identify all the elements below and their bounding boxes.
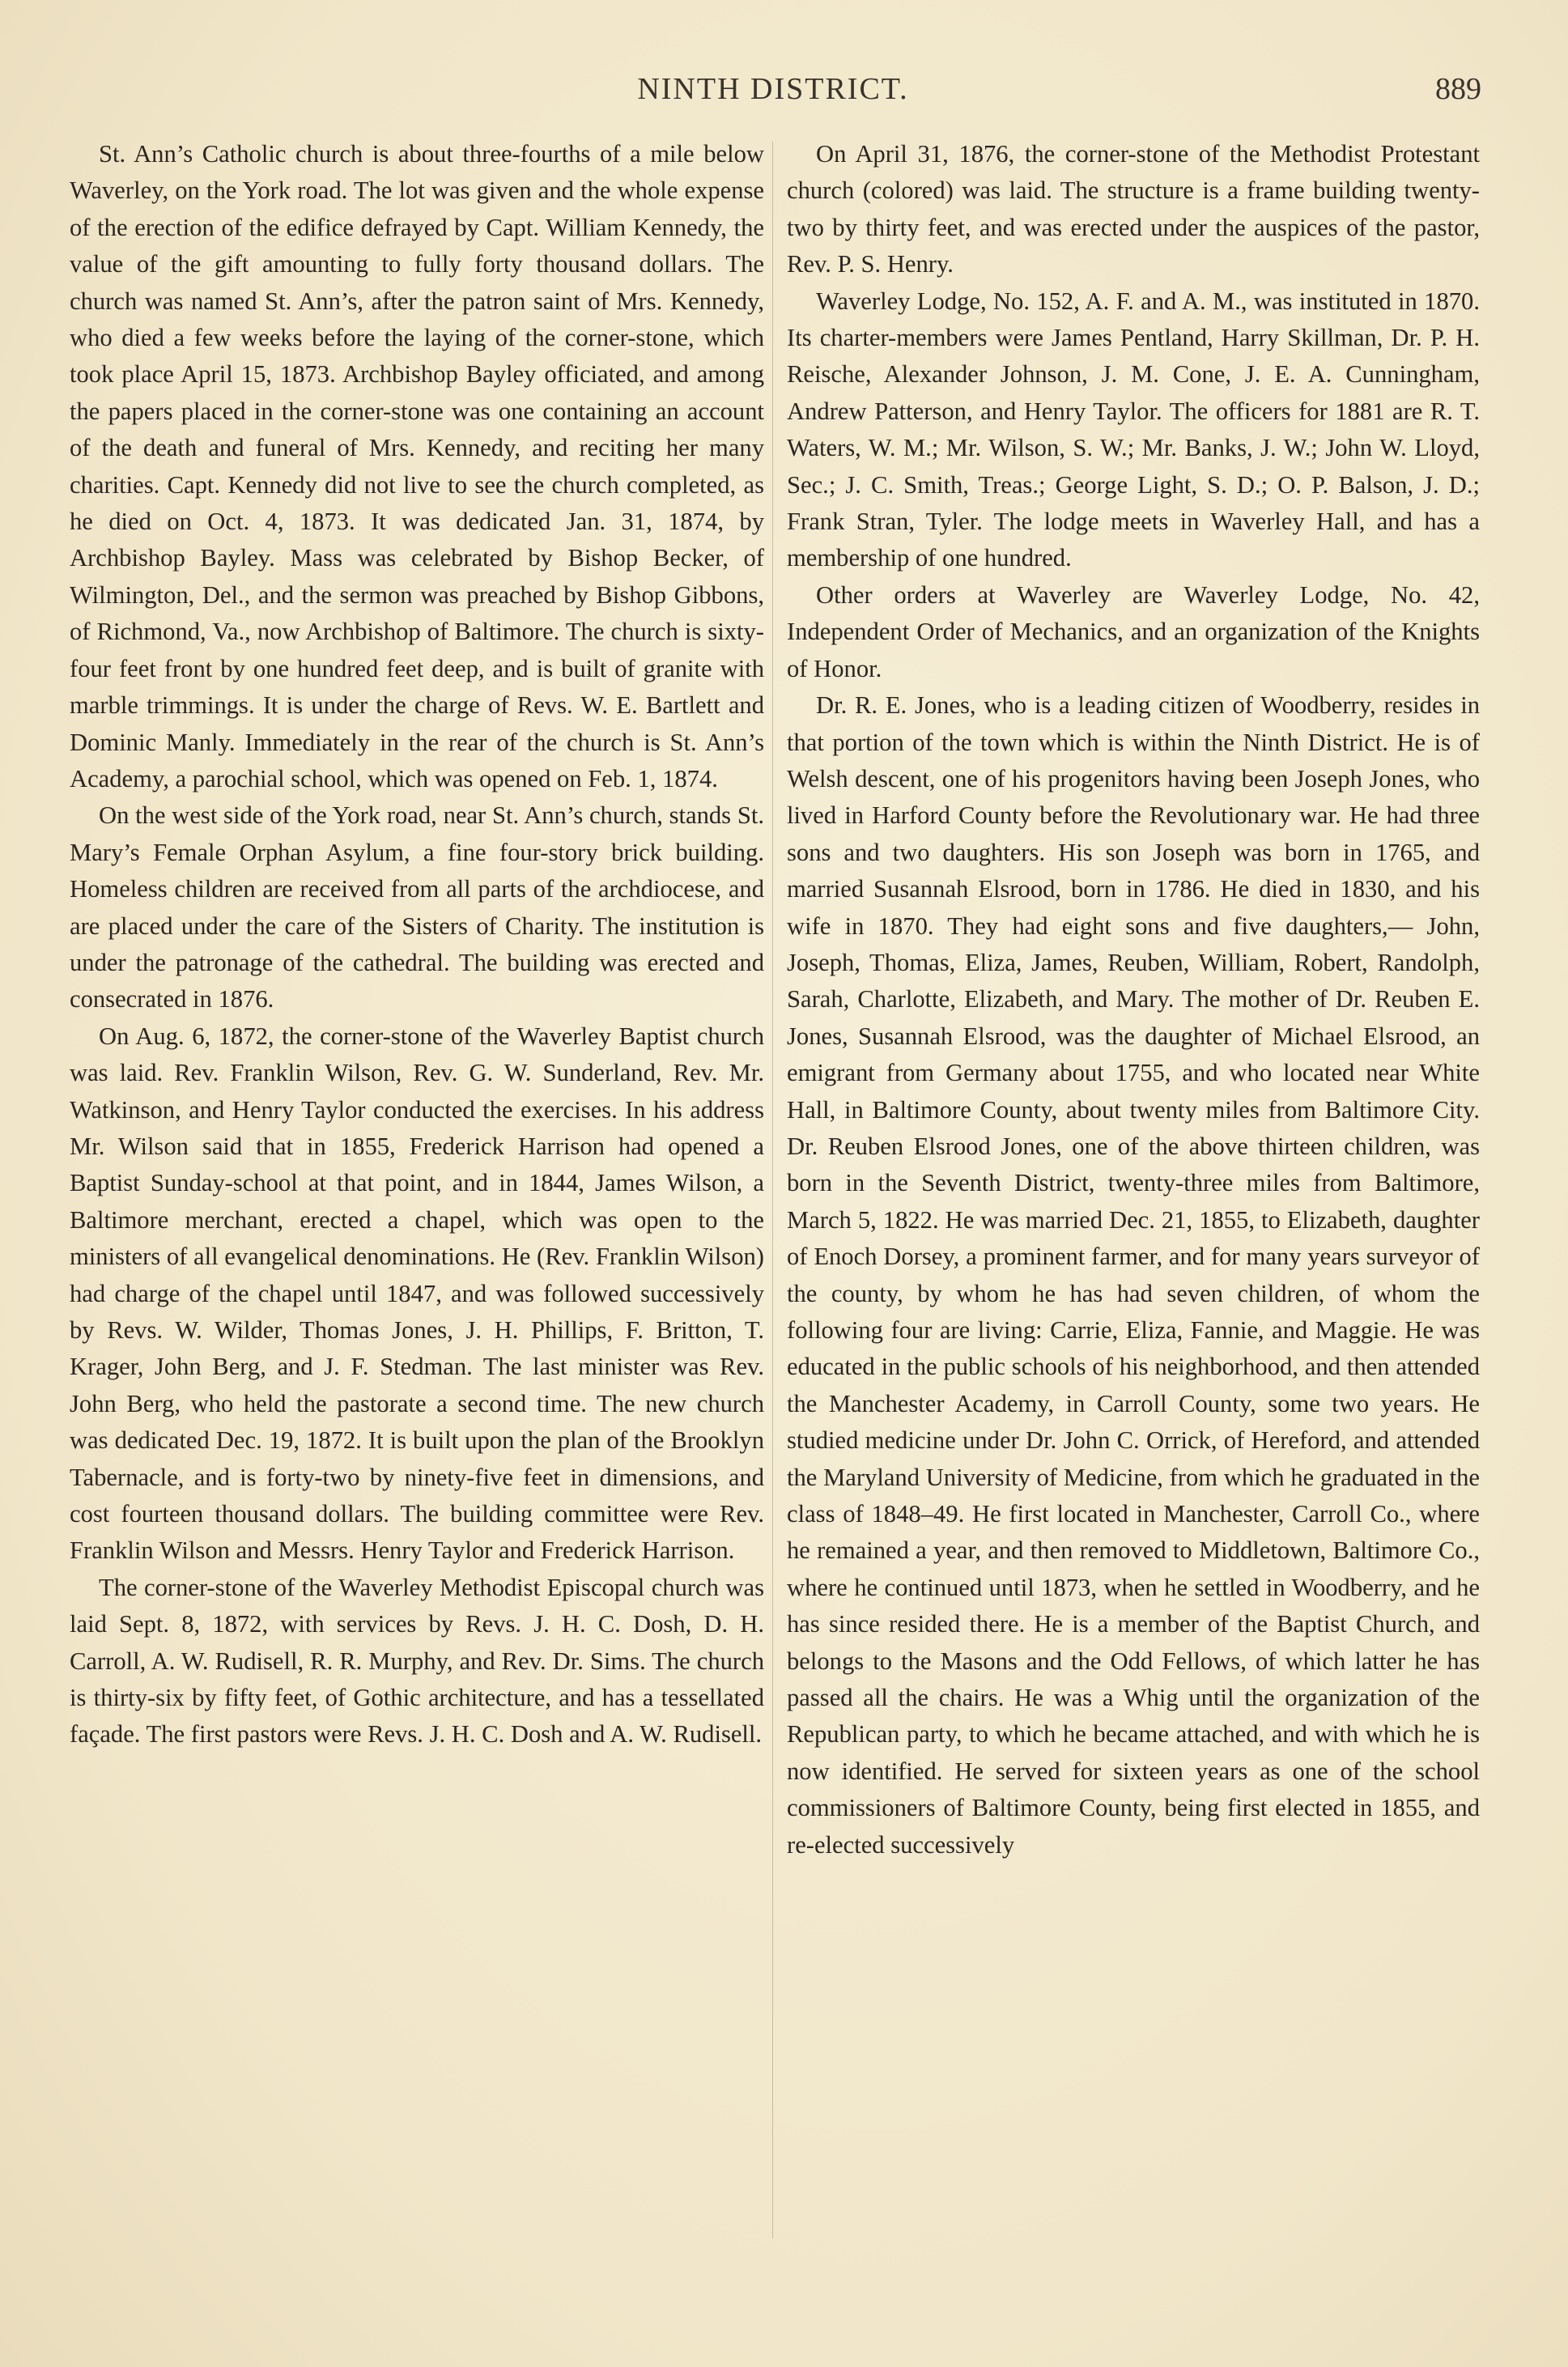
page-header xyxy=(65,71,1481,120)
page-number: 889 xyxy=(1435,72,1481,106)
column-divider xyxy=(772,142,773,2238)
left-column xyxy=(70,136,764,1753)
paragraph-orphan-asylum: On the west side of the York road, near St. Ann’s church, stands St. Mary’s Female Orphan Asylum, a fine four-story brick building. Homeless children are received from all parts of the archdiocese, and are placed under the care of the Sisters of Charity. The institution is under the patronage of the cathedral. The building was erected and consecrated in 1876. xyxy=(70,801,764,1014)
right-column xyxy=(787,136,1480,1863)
paragraph-baptist-church: On Aug. 6, 1872, the corner-stone of the Waverley Baptist church was laid. Rev. Franklin Wilson, Rev. G. W. Sunderland, Rev. Mr. Watkinson, and Henry Taylor conducted the exercises. In his address Mr. Wilson said that in 1855, Frederick Harrison had opened a Baptist Sunday-school at that point, and in 1844, James Wilson, a Baltimore merchant, erected a chapel, which was open to the ministers of all evangelical denominations. He (Rev. Franklin Wilson) had charge of the chapel until 1847, and was followed successively by Revs. W. Wilder, Thomas Jones, J. H. Phillips, F. Britton, T. Krager, John Berg, and J. F. Stedman. The last minister was Rev. John Berg, who held the pastorate a second time. The new church was dedicated Dec. 19, 1872. It is built upon the plan of the Brooklyn Tabernacle, and is forty-two by ninety-five feet in dimensions, and cost fourteen thousand dollars. The building committee were Rev. Franklin Wilson and Messrs. Henry Taylor and Frederick Harrison. xyxy=(70,1022,764,1565)
paragraph-dr-jones-biography: Dr. R. E. Jones, who is a leading citizen of Woodberry, resides in that portion of the town which is within the Ninth District. He is of Welsh descent, one of his progenitors having been Joseph Jones, who lived in Harford County before the Revolutionary war. He had three sons and two daughters. His son Joseph was born in 1765, and married Susannah Elsrood, born in 1786. He died in 1830, and his wife in 1870. They had eight sons and five daughters,— John, Joseph, Thomas, Eliza, James, Reuben, William, Robert, Randolph, Sarah, Charlotte, Elizabeth, and Mary. The mother of Dr. Reuben E. Jones, Susannah Elsrood, was the daughter of Michael Elsrood, an emigrant from Germany about 1755, and who located near White Hall, in Baltimore County, about twenty miles from Baltimore City. Dr. Reuben Elsrood Jones, one of the above thirteen children, was born in the Seventh District, twenty-three miles from Baltimore, March 5, 1822. He was married Dec. 21, 1855, to Elizabeth, daughter of Enoch Dorsey, a prominent farmer, and for many years surveyor of the county, by whom he has had seven children, of whom the following four are living: Carrie, Eliza, Fannie, and Maggie. He was educated in the public schools of his neighborhood, and then attended the Manchester Academy, in Carroll County, some two years. He studied medicine under Dr. John C. Orrick, of Hereford, and attended the Maryland University of Medicine, from which he graduated in the class of 1848–49. He first located in Manchester, Carroll Co., where he remained a year, and then removed to Middletown, Baltimore Co., where he continued until 1873, when he settled in Woodberry, and he has since resided there. He is a member of the Baptist Church, and belongs to the Masons and the Odd Fellows, of which latter he has passed all the chairs. He was a Whig until the organization of the Republican party, to which he became attached, and with which he is now identified. He served for sixteen years as one of the school commissioners of Baltimore County, being first elected in 1855, and re-elected successively xyxy=(787,691,1480,1859)
paragraph-other-orders: Other orders at Waverley are Waverley Lodge, No. 42, Independent Order of Mechanics, and an organization of the Knights of Honor. xyxy=(787,580,1480,682)
running-head: NINTH DISTRICT. xyxy=(637,72,909,106)
paragraph-st-anns-church: St. Ann’s Catholic church is about three-fourths of a mile below Waverley, on the York road. The lot was given and the whole expense of the erection of the edifice defrayed by Capt. William Kennedy, the value of the gift amounting to fully forty thousand dollars. The church was named St. Ann’s, after the patron saint of Mrs. Kennedy, who died a few weeks before the laying of the corner-stone, which took place April 15, 1873. Archbishop Bayley officiated, and among the papers placed in the corner-stone was one containing an account of the death and funeral of Mrs. Kennedy, and reciting her many charities. Capt. Kennedy did not live to see the church completed, as he died on Oct. 4, 1873. It was dedicated Jan. 31, 1874, by Archbishop Bayley. Mass was celebrated by Bishop Becker, of Wilmington, Del., and the sermon was preached by Bishop Gibbons, of Richmond, Va., now Archbishop of Baltimore. The church is sixty-four feet front by one hundred feet deep, and is built of granite with marble trimmings. It is under the charge of Revs. W. E. Bartlett and Dominic Manly. Immediately in the rear of the church is St. Ann’s Academy, a parochial school, which was opened on Feb. 1, 1874. xyxy=(70,140,764,793)
paragraph-methodist-episcopal-church: The corner-stone of the Waverley Methodist Episcopal church was laid Sept. 8, 1872, with services by Revs. J. H. C. Dosh, D. H. Carroll, A. W. Rudisell, R. R. Murphy, and Rev. Dr. Sims. The church is thirty-six by fifty feet, of Gothic architecture, and has a tessellated façade. The first pastors were Revs. J. H. C. Dosh and A. W. Rudisell. xyxy=(70,1573,764,1749)
paragraph-methodist-protestant-church: On April 31, 1876, the corner-stone of the Methodist Protestant church (colored) was laid. The structure is a frame building twenty-two by thirty feet, and was erected under the auspices of the pastor, Rev. P. S. Henry. xyxy=(787,140,1480,278)
paragraph-waverley-lodge: Waverley Lodge, No. 152, A. F. and A. M., was instituted in 1870. Its charter-members were James Pentland, Harry Skillman, Dr. P. H. Reische, Alexander Johnson, J. M. Cone, J. E. A. Cunningham, Andrew Patterson, and Henry Taylor. The officers for 1881 are R. T. Waters, W. M.; Mr. Wilson, S. W.; Mr. Banks, J. W.; John W. Lloyd, Sec.; J. C. Smith, Treas.; George Light, S. D.; O. P. Balson, J. D.; Frank Stran, Tyler. The lodge meets in Waverley Hall, and has a membership of one hundred. xyxy=(787,287,1480,572)
